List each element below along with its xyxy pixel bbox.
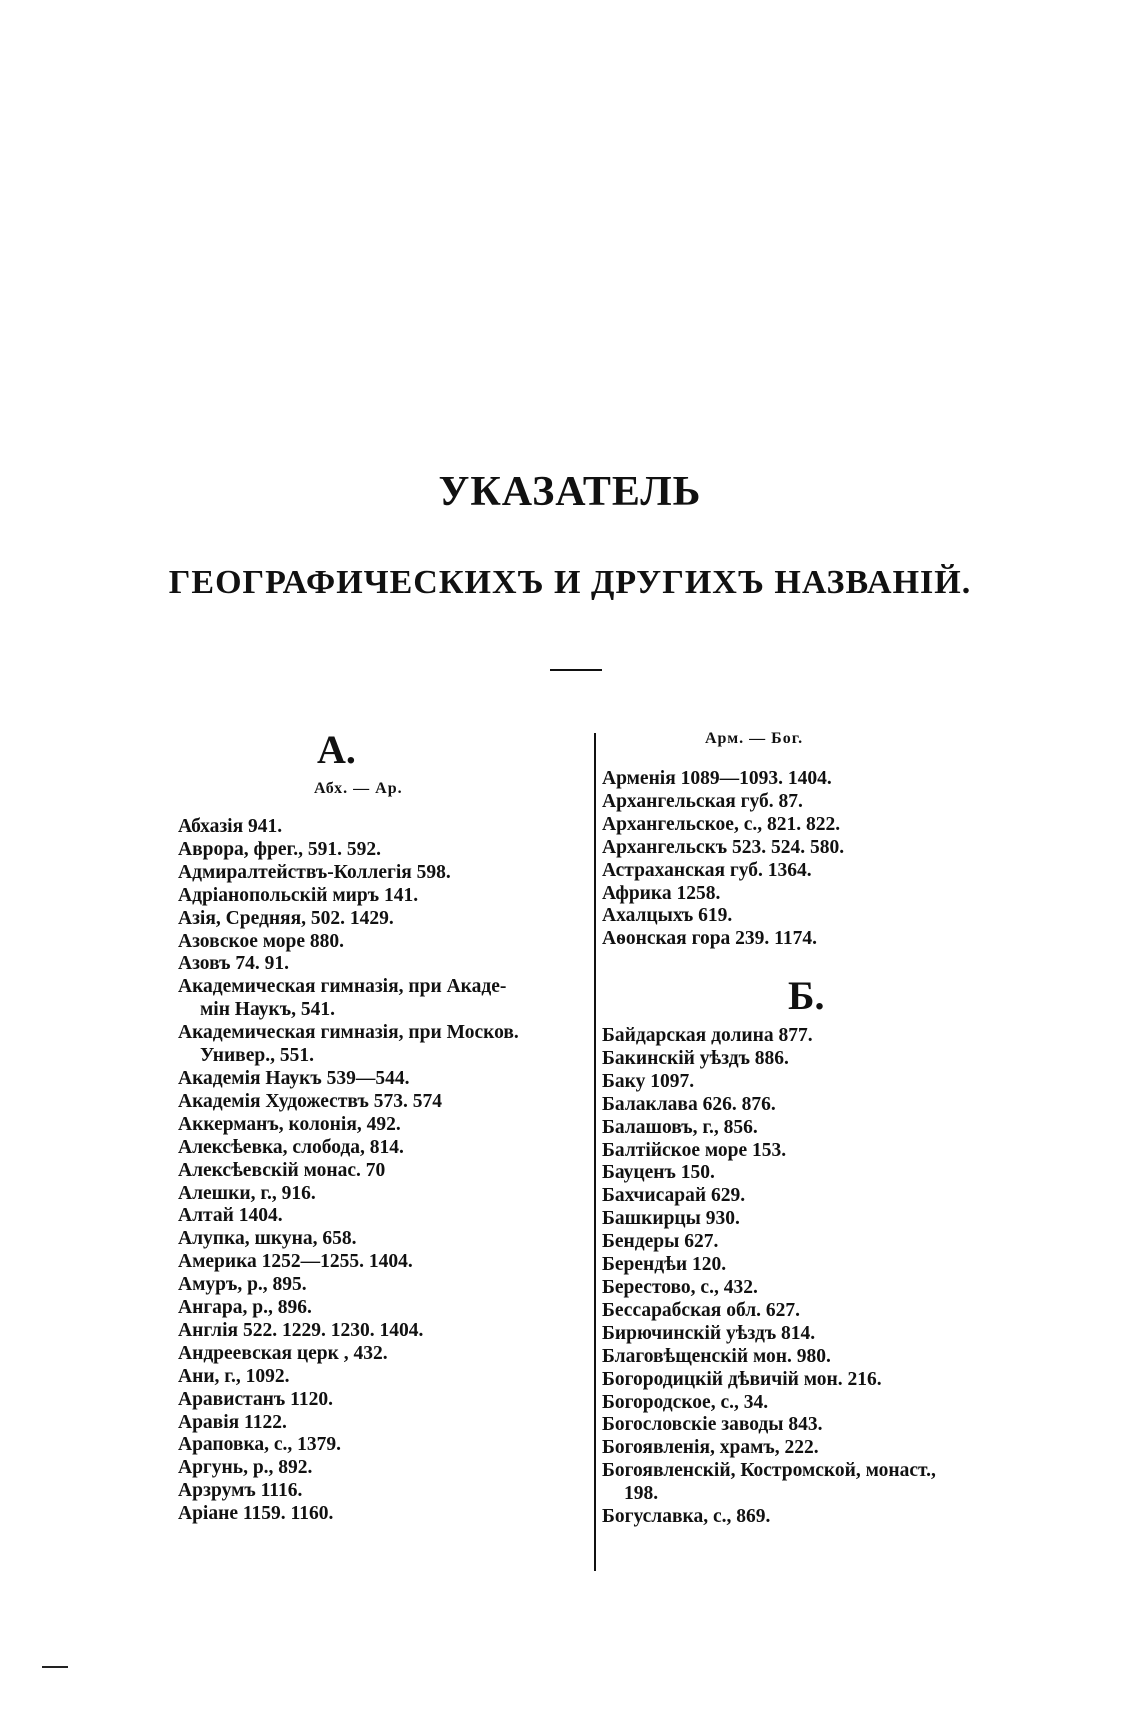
index-entry: Аѳонская гора 239. 1174. bbox=[602, 928, 817, 950]
index-entry: Арзрумъ 1116. bbox=[178, 1480, 303, 1502]
index-entry: Академическая гимназія, при Москов. bbox=[178, 1022, 519, 1044]
index-entry: Балтійское море 153. bbox=[602, 1139, 787, 1161]
index-entry: Астраханская губ. 1364. bbox=[602, 859, 812, 881]
index-entry: Универ., 551. bbox=[200, 1045, 314, 1067]
index-entry: Бендеры 627. bbox=[602, 1231, 719, 1253]
index-entry: Аккерманъ, колонія, 492. bbox=[178, 1113, 401, 1135]
margin-mark bbox=[42, 1666, 68, 1668]
index-entry: Алексѣевскій монас. 70 bbox=[178, 1159, 386, 1181]
index-entry: Алексѣевка, слобода, 814. bbox=[178, 1136, 404, 1158]
index-entry: Ангара, р., 896. bbox=[178, 1297, 312, 1319]
column-divider bbox=[594, 733, 596, 1571]
index-entry: Бауценъ 150. bbox=[602, 1162, 715, 1184]
index-entry: Азовъ 74. 91. bbox=[178, 953, 289, 975]
index-entry: Аргунь, р., 892. bbox=[178, 1457, 313, 1479]
index-entry: 198. bbox=[624, 1483, 659, 1505]
index-entry: Башкирцы 930. bbox=[602, 1208, 740, 1230]
index-entry: Архангельская губ. 87. bbox=[602, 790, 803, 812]
index-entry: Баку 1097. bbox=[602, 1070, 695, 1092]
index-entry: Балаклава 626. 876. bbox=[602, 1093, 776, 1115]
left-entries-list bbox=[178, 816, 519, 1526]
index-entry: Абхазія 941. bbox=[178, 816, 283, 837]
index-entry: Богородицкій дѣвичій мон. 216. bbox=[602, 1368, 882, 1390]
index-entry: Архангельское, с., 821. 822. bbox=[602, 813, 841, 835]
index-entry: Бессарабская обл. 627. bbox=[602, 1299, 801, 1321]
index-entry: Адріанопольскій миръ 141. bbox=[178, 884, 419, 906]
index-entry: Амуръ, р., 895. bbox=[178, 1274, 307, 1296]
index-title: УКАЗАТЕЛЬ bbox=[438, 469, 702, 515]
index-entry: Ахалцыхъ 619. bbox=[602, 905, 733, 927]
index-entry: Берестово, с., 432. bbox=[602, 1276, 758, 1298]
title-rule bbox=[550, 669, 602, 671]
index-entry: Америка 1252—1255. 1404. bbox=[178, 1251, 413, 1273]
index-entry: Азовское море 880. bbox=[178, 930, 345, 952]
index-entry: Аравистанъ 1120. bbox=[178, 1388, 333, 1410]
index-entry: Архангельскъ 523. 524. 580. bbox=[602, 836, 845, 858]
index-entry: мін Наукъ, 541. bbox=[200, 999, 335, 1021]
index-entry: Англія 522. 1229. 1230. 1404. bbox=[178, 1319, 424, 1341]
right-column-range: Арм. — Бог. bbox=[705, 730, 804, 747]
index-entry: Богоявленія, храмъ, 222. bbox=[602, 1437, 819, 1459]
index-entry: Бахчисарай 629. bbox=[602, 1185, 746, 1207]
right-entries-list-a bbox=[602, 768, 844, 951]
section-letter-b: Б. bbox=[788, 973, 825, 1018]
index-entry: Араповка, с., 1379. bbox=[178, 1434, 342, 1456]
index-entry: Аравія 1122. bbox=[178, 1411, 287, 1433]
index-entry: Ани, г., 1092. bbox=[178, 1365, 290, 1387]
index-entry: Азія, Средняя, 502. 1429. bbox=[178, 907, 394, 929]
index-entry: Бакинскій уѣздъ 886. bbox=[602, 1047, 789, 1069]
index-entry: Бирючинскій уѣздъ 814. bbox=[602, 1322, 816, 1344]
index-entry: Андреевская церк , 432. bbox=[178, 1342, 388, 1364]
index-subtitle: ГЕОГРАФИЧЕСКИХЪ И ДРУГИХЪ НАЗВАНІЙ. bbox=[168, 564, 972, 601]
index-entry: Адмиралтействъ-Коллегія 598. bbox=[178, 861, 451, 883]
left-column-range: Абх. — Ар. bbox=[314, 780, 403, 797]
index-entry: Алтай 1404. bbox=[178, 1205, 283, 1227]
index-entry: Академія Художествъ 573. 574 bbox=[178, 1090, 442, 1112]
index-entry: Богородское, с., 34. bbox=[602, 1391, 769, 1413]
index-entry: Академія Наукъ 539—544. bbox=[178, 1067, 410, 1089]
index-entry: Богуславка, с., 869. bbox=[602, 1506, 771, 1528]
index-entry: Берендѣи 120. bbox=[602, 1254, 727, 1276]
index-entry: Академическая гимназія, при Акаде- bbox=[178, 976, 507, 998]
index-entry: Благовѣщенскій мон. 980. bbox=[602, 1345, 831, 1367]
section-letter-a: А. bbox=[317, 727, 356, 772]
index-entry: Богословскіе заводы 843. bbox=[602, 1414, 823, 1436]
right-entries-list-b bbox=[602, 1025, 936, 1529]
index-entry: Байдарская долина 877. bbox=[602, 1025, 813, 1046]
index-entry: Балашовъ, г., 856. bbox=[602, 1116, 758, 1138]
index-entry: Аріане 1159. 1160. bbox=[178, 1503, 334, 1525]
index-entry: Богоявленскій, Костромской, монаст., bbox=[602, 1460, 936, 1482]
index-entry: Африка 1258. bbox=[602, 882, 721, 904]
index-entry: Арменія 1089—1093. 1404. bbox=[602, 768, 832, 789]
index-entry: Алупка, шкуна, 658. bbox=[178, 1228, 357, 1250]
index-entry: Аврора, фрег., 591. 592. bbox=[178, 838, 381, 860]
index-entry: Алешки, г., 916. bbox=[178, 1182, 316, 1204]
